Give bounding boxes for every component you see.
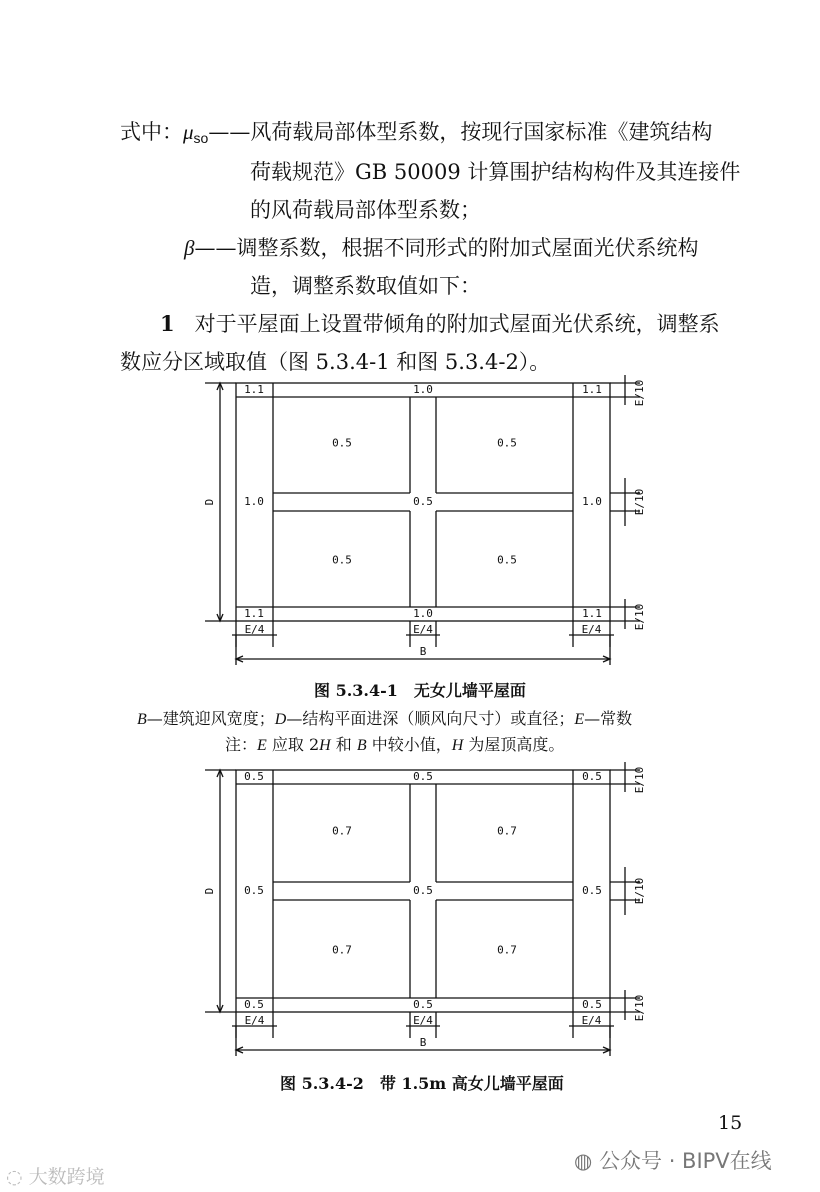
- zone-value-inner: 0.5: [332, 553, 352, 567]
- zone-value-inner: 0.7: [332, 943, 352, 957]
- zone-value-inner: 0.7: [497, 943, 517, 957]
- dimension-label-e10: E/10: [633, 766, 646, 794]
- zone-value-corner: 1.1: [582, 607, 602, 620]
- note-var-e: E: [574, 711, 585, 728]
- dimension-label-e10: E/10: [633, 488, 646, 516]
- zone-value-edge-bottom: 0.5: [413, 998, 433, 1011]
- clause-number: 1: [160, 311, 175, 336]
- formula-line-5: 造，调整系数取值如下：: [250, 274, 481, 298]
- page-number: 15: [718, 1112, 743, 1134]
- dimension-label-d: D: [203, 887, 216, 895]
- figure2-caption: 图 5.3.4-2 带 1.5m 高女儿墙平屋面: [280, 1074, 564, 1093]
- watermark: [574, 1145, 772, 1175]
- zone-value-inner: 0.5: [332, 436, 352, 450]
- logo-icon: ◌: [6, 1166, 23, 1188]
- wechat-icon: ◍: [574, 1149, 593, 1173]
- dimension-label-b: B: [419, 645, 427, 658]
- zone-value-corner: 1.1: [244, 383, 264, 396]
- dimension-label-d: D: [203, 498, 216, 506]
- formula-line-4-text: ——调整系数，根据不同形式的附加式屋面光伏系统构: [194, 236, 699, 260]
- zone-value-corner: 1.1: [582, 383, 602, 396]
- zone-value-inner: 0.7: [497, 824, 517, 838]
- zone-value-edge-top: 0.5: [413, 770, 433, 783]
- figure1-caption: 图 5.3.4-1 无女儿墙平屋面: [314, 681, 526, 700]
- zone-value-center: 0.5: [413, 495, 433, 508]
- note-text: —结构平面进深（顺风向尺寸）或直径；: [286, 709, 575, 728]
- zone-value-inner: 0.5: [497, 436, 517, 450]
- note-text: 中较小值，: [366, 735, 452, 754]
- figure-5-3-4-1: [203, 375, 646, 665]
- zone-value-edge-bottom: 1.0: [413, 607, 433, 620]
- dimension-label-e4: E/4: [581, 623, 602, 636]
- dimension-label-e4: E/4: [413, 1014, 433, 1027]
- zone-value-corner: 1.1: [244, 607, 264, 620]
- clause-line-2: 数应分区域取值（图 5.3.4-1 和图 5.3.4-2）。: [120, 350, 551, 374]
- figure1-note-1: [137, 706, 632, 729]
- note-var-b: B: [356, 737, 367, 754]
- formula-prefix: 式中：: [120, 120, 183, 144]
- note-text: 为屋顶高度。: [463, 735, 565, 754]
- zone-value-inner: 0.7: [332, 824, 352, 838]
- note-text: 注：: [225, 735, 258, 754]
- watermark-corner-text: 大数跨境: [28, 1166, 105, 1188]
- mu-subscript: so: [193, 130, 209, 146]
- zone-value-edge-top: 1.0: [413, 383, 433, 396]
- zone-value-edge-side: 1.0: [244, 495, 264, 508]
- dimension-label-e4: E/4: [244, 623, 265, 636]
- clause-text: 对于平屋面上设置带倾角的附加式屋面光伏系统，调整系: [194, 312, 720, 336]
- figure-5-3-4-2: [203, 762, 646, 1056]
- dimension-label-e10: E/10: [633, 379, 646, 407]
- zone-value-corner: 0.5: [244, 770, 264, 783]
- zone-value-corner: 0.5: [582, 770, 602, 783]
- zone-value-inner: 0.5: [497, 553, 517, 567]
- watermark-text: 公众号 · BIPV在线: [599, 1149, 772, 1173]
- formula-line-2: 荷载规范》GB 50009 计算围护结构构件及其连接件: [250, 160, 741, 184]
- dimension-label-e4: E/4: [244, 1014, 265, 1027]
- note-var-h: H: [451, 737, 464, 754]
- figure1-note-2: [225, 732, 564, 755]
- note-var-b: B: [137, 711, 147, 728]
- zone-value-edge-side: 0.5: [582, 884, 602, 897]
- beta-symbol: β: [184, 236, 195, 260]
- note-var-e: E: [257, 737, 267, 754]
- zone-value-edge-side: 0.5: [244, 884, 264, 897]
- note-text: —建筑迎风宽度；: [146, 709, 275, 728]
- note-text: —常数: [584, 709, 633, 728]
- mu-symbol: μ: [183, 120, 194, 144]
- dimension-label-e4: E/4: [413, 623, 433, 636]
- formula-line-1-text: ——风荷载局部体型系数，按现行国家标准《建筑结构: [208, 120, 713, 144]
- zone-value-corner: 0.5: [582, 998, 602, 1011]
- zone-value-center: 0.5: [413, 884, 433, 897]
- dimension-label-b: B: [419, 1036, 427, 1049]
- dimension-label-e10: E/10: [633, 994, 646, 1022]
- formula-line-3: 的风荷载局部体型系数；: [250, 198, 481, 222]
- dimension-label-e10: E/10: [633, 877, 646, 905]
- note-var-h: H: [319, 737, 331, 754]
- note-text: 和: [330, 735, 357, 754]
- watermark-corner: [6, 1162, 105, 1189]
- note-var-d: D: [274, 711, 287, 728]
- dimension-label-e10: E/10: [633, 603, 646, 631]
- zone-value-corner: 0.5: [244, 998, 264, 1011]
- note-text: 应取 2: [266, 735, 320, 754]
- dimension-label-e4: E/4: [581, 1014, 602, 1027]
- zone-value-edge-side: 1.0: [582, 495, 602, 508]
